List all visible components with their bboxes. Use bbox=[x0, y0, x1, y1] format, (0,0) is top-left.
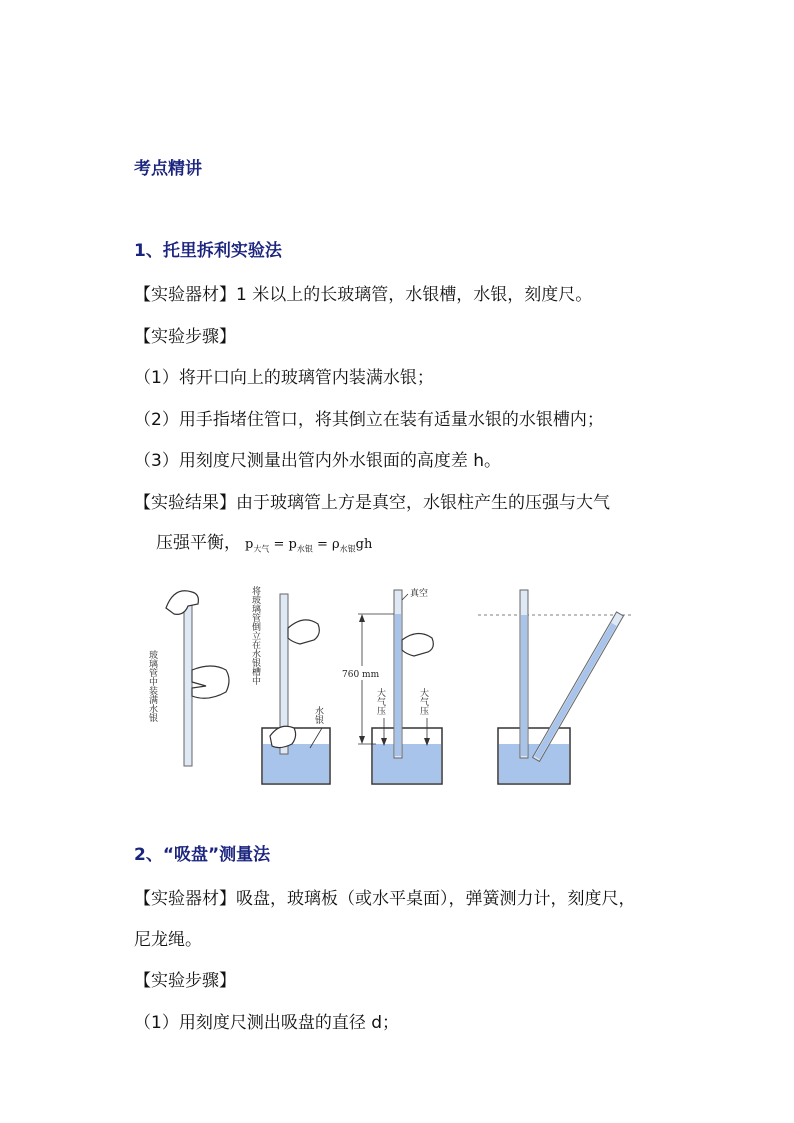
s1-heading: 1、托里拆利实验法 bbox=[134, 241, 282, 261]
torricelli-figure bbox=[140, 578, 660, 793]
panel-fill-tube bbox=[147, 591, 229, 766]
label-vacuum: 真空 bbox=[410, 589, 429, 599]
panel-tilted bbox=[478, 590, 634, 784]
s1-step2: （2）用手指堵住管口，将其倒立在装有适量水银的水银槽内； bbox=[134, 410, 604, 430]
label-mercury: 水银 bbox=[313, 706, 323, 724]
label-fill: 玻璃管中装满水银 bbox=[147, 650, 157, 722]
mercury-column bbox=[395, 614, 401, 756]
s1-materials: 【实验器材】1 米以上的长玻璃管，水银槽，水银，刻度尺。 bbox=[134, 285, 593, 305]
s2-heading: 2、“吸盘”测量法 bbox=[134, 845, 271, 865]
s2-materials-line2: 尼龙绳。 bbox=[134, 930, 202, 950]
s1-steps-label: 【实验步骤】 bbox=[134, 327, 236, 347]
label-invert: 将玻璃管倒立在水银槽中 bbox=[250, 586, 260, 685]
label-atm-right: 大气压 bbox=[418, 688, 428, 715]
mercury-pool bbox=[499, 744, 569, 783]
hand-top-icon bbox=[288, 620, 319, 644]
hand-icon bbox=[402, 633, 433, 656]
label-atm-left: 大气压 bbox=[375, 688, 385, 715]
arrow-up-icon bbox=[359, 614, 365, 622]
s1-result: 【实验结果】由于玻璃管上方是真空，水银柱产生的压强与大气 bbox=[134, 493, 610, 513]
s1-result2: 压强平衡， bbox=[156, 533, 241, 553]
mercury-pool bbox=[263, 744, 329, 783]
section-title: 考点精讲 bbox=[134, 159, 202, 179]
hand-bottom-icon bbox=[270, 726, 296, 747]
s2-step1: （1）用刻度尺测出吸盘的直径 d； bbox=[134, 1013, 400, 1033]
hand-top-icon bbox=[166, 591, 198, 615]
s1-step3: （3）用刻度尺测量出管内外水银面的高度差 h。 bbox=[134, 451, 501, 471]
s1-step1: （1）将开口向上的玻璃管内装满水银； bbox=[134, 368, 434, 388]
hand-side-icon bbox=[192, 666, 229, 698]
s2-materials: 【实验器材】吸盘，玻璃板（或水平桌面），弹簧测力计，刻度尺， bbox=[134, 889, 636, 909]
s2-steps-label: 【实验步骤】 bbox=[134, 971, 236, 991]
s1-result-line2 bbox=[156, 528, 372, 555]
label-760: 760 mm bbox=[342, 670, 380, 680]
glass-tube bbox=[184, 600, 192, 766]
arrow-down-icon bbox=[359, 736, 365, 744]
pressure-formula: $p_{大气} = p_{水银} = \rho_{水银}gh$ bbox=[245, 537, 373, 554]
panel-measure bbox=[340, 587, 442, 784]
mercury-pool bbox=[373, 744, 441, 783]
glass-tube-tilted bbox=[533, 612, 624, 761]
panel-invert-tube bbox=[250, 585, 330, 784]
mercury-column bbox=[521, 615, 527, 756]
vacuum-pointer bbox=[402, 594, 408, 600]
